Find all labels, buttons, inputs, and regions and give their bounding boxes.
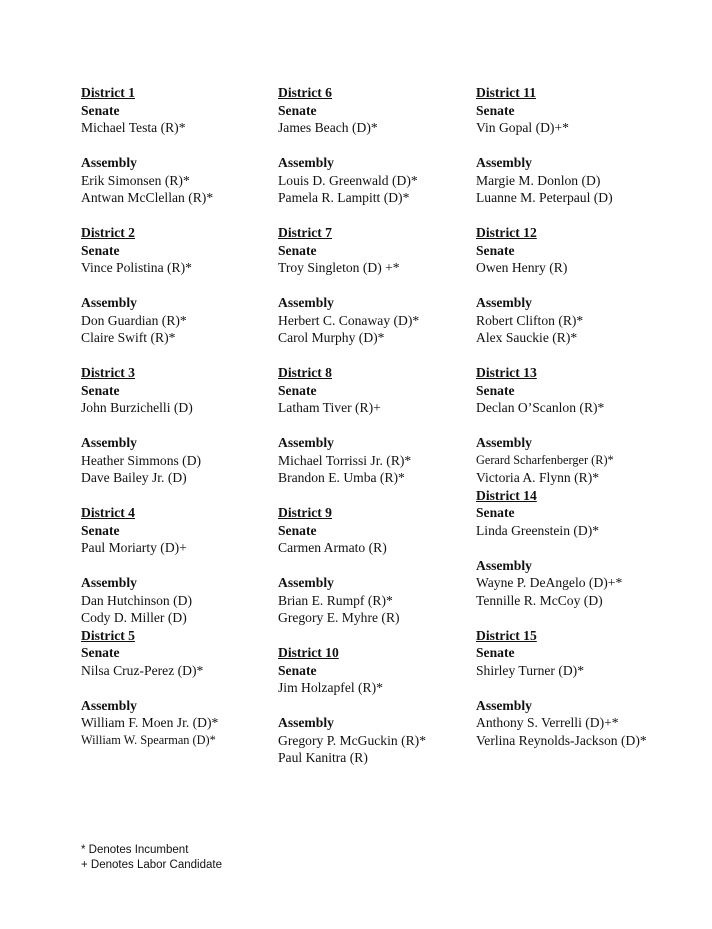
senate-candidate: James Beach (D)*	[278, 120, 378, 135]
assembly-candidate: Dan Hutchinson (D)	[81, 592, 192, 608]
senate-label: Senate	[81, 242, 120, 258]
senate-candidate: Paul Moriarty (D)+	[81, 540, 187, 555]
district-heading: District 8	[278, 365, 332, 380]
labor-footnote: + Denotes Labor Candidate	[81, 859, 222, 871]
assembly-candidate: Heather Simmons (D)	[81, 452, 202, 468]
district-heading: District 10	[278, 645, 339, 660]
senate-label: Senate	[81, 522, 120, 538]
assembly-candidate: Herbert C. Conaway (D)*	[278, 312, 420, 328]
senate-label: Senate	[81, 645, 120, 660]
assembly-candidate: Tennille R. McCoy (D)	[476, 592, 603, 608]
senate-candidate: Declan O’Scanlon (R)*	[476, 400, 605, 415]
assembly-candidate: Carol Murphy (D)*	[278, 330, 385, 345]
district-heading: District 5	[81, 627, 135, 643]
assembly-label: Assembly	[476, 697, 532, 713]
senate-label: Senate	[278, 662, 317, 678]
assembly-candidate: Margie M. Donlon (D)	[476, 172, 601, 188]
assembly-candidate: Gerard Scharfenberger (R)*	[476, 452, 614, 467]
assembly-candidate: Alex Sauckie (R)*	[476, 330, 578, 345]
assembly-candidate: Claire Swift (R)*	[81, 330, 176, 345]
assembly-candidate: Anthony S. Verrelli (D)+*	[476, 715, 619, 730]
senate-candidate: Carmen Armato (R)	[278, 540, 387, 555]
district-heading: District 12	[476, 225, 537, 240]
senate-label: Senate	[476, 505, 515, 520]
assembly-label: Assembly	[81, 155, 137, 170]
district-heading: District 15	[476, 627, 537, 643]
district-heading: District 2	[81, 225, 135, 240]
district-heading: District 6	[278, 85, 332, 100]
district-heading: District 9	[278, 505, 332, 520]
assembly-label: Assembly	[476, 435, 532, 450]
column-3	[476, 84, 666, 749]
assembly-candidate: William W. Spearman (D)*	[81, 732, 216, 747]
assembly-candidate: Robert Clifton (R)*	[476, 312, 584, 328]
senate-label: Senate	[476, 382, 515, 398]
senate-candidate: Shirley Turner (D)*	[476, 662, 584, 678]
assembly-label: Assembly	[81, 575, 137, 590]
assembly-label: Assembly	[476, 155, 532, 170]
assembly-candidate: Erik Simonsen (R)*	[81, 172, 190, 188]
senate-candidate: Latham Tiver (R)+	[278, 400, 381, 415]
assembly-candidate: Verlina Reynolds-Jackson (D)*	[476, 732, 647, 748]
column-2	[278, 84, 468, 767]
senate-candidate: Jim Holzapfel (R)*	[278, 680, 383, 695]
senate-candidate: Owen Henry (R)	[476, 260, 568, 275]
senate-label: Senate	[278, 242, 317, 258]
assembly-candidate: Brian E. Rumpf (R)*	[278, 592, 393, 608]
assembly-label: Assembly	[278, 295, 334, 310]
senate-candidate: Nilsa Cruz-Perez (D)*	[81, 662, 204, 678]
senate-candidate: John Burzichelli (D)	[81, 400, 193, 415]
senate-label: Senate	[278, 522, 317, 538]
assembly-candidate: Gregory E. Myhre (R)	[278, 610, 400, 625]
senate-label: Senate	[81, 382, 120, 398]
assembly-label: Assembly	[278, 155, 334, 170]
assembly-label: Assembly	[476, 557, 532, 573]
assembly-candidate: Victoria A. Flynn (R)*	[476, 470, 600, 485]
senate-label: Senate	[476, 102, 515, 118]
senate-label: Senate	[278, 102, 317, 118]
senate-candidate: Michael Testa (R)*	[81, 120, 186, 135]
assembly-candidate: Louis D. Greenwald (D)*	[278, 172, 418, 188]
senate-candidate: Troy Singleton (D) +*	[278, 260, 400, 275]
senate-candidate: Vin Gopal (D)+*	[476, 120, 569, 135]
district-heading: District 7	[278, 225, 332, 240]
senate-candidate: Linda Greenstein (D)*	[476, 522, 600, 538]
assembly-candidate: Gregory P. McGuckin (R)*	[278, 732, 426, 748]
assembly-candidate: Michael Torrissi Jr. (R)*	[278, 452, 412, 468]
assembly-candidate: Wayne P. DeAngelo (D)+*	[476, 575, 623, 590]
assembly-candidate: Pamela R. Lampitt (D)*	[278, 190, 410, 205]
footnotes	[81, 843, 222, 873]
senate-label: Senate	[476, 242, 515, 258]
district-heading: District 13	[476, 365, 537, 380]
assembly-label: Assembly	[278, 575, 334, 590]
assembly-candidate: Brandon E. Umba (R)*	[278, 470, 405, 485]
assembly-candidate: Luanne M. Peterpaul (D)	[476, 190, 613, 205]
district-heading: District 14	[476, 487, 537, 503]
district-heading: District 3	[81, 365, 135, 380]
assembly-label: Assembly	[81, 435, 137, 450]
assembly-candidate: Cody D. Miller (D)	[81, 610, 187, 625]
district-heading: District 1	[81, 85, 135, 100]
assembly-label: Assembly	[81, 295, 137, 310]
assembly-candidate: Dave Bailey Jr. (D)	[81, 470, 187, 485]
assembly-candidate: William F. Moen Jr. (D)*	[81, 715, 219, 730]
district-heading: District 4	[81, 505, 135, 520]
column-1	[81, 84, 271, 749]
senate-label: Senate	[81, 102, 120, 118]
assembly-candidate: Paul Kanitra (R)	[278, 750, 368, 765]
incumbent-footnote: * Denotes Incumbent	[81, 844, 189, 856]
assembly-label: Assembly	[476, 295, 532, 310]
assembly-label: Assembly	[278, 715, 334, 730]
district-heading: District 11	[476, 85, 537, 100]
assembly-candidate: Antwan McClellan (R)*	[81, 190, 214, 205]
assembly-label: Assembly	[278, 435, 334, 450]
senate-candidate: Vince Polistina (R)*	[81, 260, 192, 275]
assembly-candidate: Don Guardian (R)*	[81, 312, 187, 328]
senate-label: Senate	[278, 382, 317, 398]
senate-label: Senate	[476, 645, 515, 660]
assembly-label: Assembly	[81, 697, 137, 713]
